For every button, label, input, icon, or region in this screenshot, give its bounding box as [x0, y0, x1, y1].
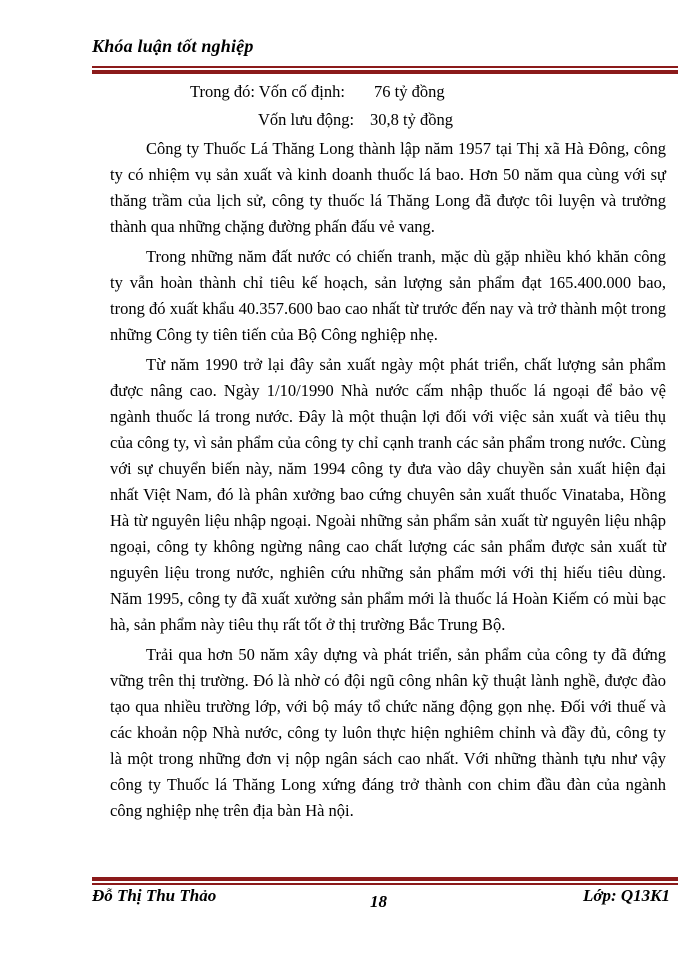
- working-capital-value: 30,8 tỷ đồng: [370, 110, 453, 129]
- paragraph-company-history: Công ty Thuốc Lá Thăng Long thành lập năm 1957 tại Thị xã Hà Đông, công ty có nhiệm vụ sản xuất và kinh doanh thuốc lá bao. Hơn 50 năm qua cùng với sự thăng trầm của lịch sử, công ty thuốc lá Thăng Long đã được tôi luyện và trưởng thành qua những chặng đường phấn đấu vẻ vang.: [110, 139, 666, 236]
- header-rule-thin: [92, 66, 678, 68]
- header-rule-thick: [92, 70, 678, 74]
- paragraph-achievements: Trải qua hơn 50 năm xây dựng và phát triển, sản phẩm của công ty đã đứng vững trên thị trường. Đó là nhờ có đội ngũ công nhân kỹ thuật lành nghề, được đào tạo qua nhiều trường lớp, với bộ máy tổ chức năng động gọn nhẹ. Đối với thuế và các khoản nộp Nhà nước, công ty luôn thực hiện nghiêm chỉnh và đầy đủ, công ty là một trong những đơn vị nộp ngân sách cao nhất. Với những thành tựu như vậy công ty Thuốc lá Thăng Long xứng đáng trở thành con chim đầu đàn của ngành công nghiệp nhẹ trên địa bàn Hà nội.: [110, 645, 666, 820]
- footer-rule-thin: [92, 883, 678, 885]
- footer-rule-thick: [92, 877, 678, 881]
- document-header-title: Khóa luận tốt nghiệp: [92, 36, 254, 56]
- footer-author: Đỗ Thị Thu Thảo: [92, 886, 217, 905]
- working-capital-label: Vốn lưu động:: [258, 110, 355, 129]
- paragraph-development-since-1990: Từ năm 1990 trở lại đây sản xuất ngày một phát triển, chất lượng sản phẩm được nâng cao. Ngày 1/10/1990 Nhà nước cấm nhập thuốc lá ngoại để bảo vệ ngành thuốc lá trong nước. Đây là một thuận lợi đối với việc sản xuất và tiêu thụ của công ty, vì sản phẩm của công ty chỉ cạnh tranh các sản phẩm trong nước. Cùng với sự chuyển biến này, năm 1994 công ty đưa vào dây chuyền sản xuất hiện đại nhất Việt Nam, đó là phân xưởng bao cứng chuyên sản xuất thuốc Vinataba, Hồng Hà từ nguyên liệu nhập ngoại. Ngoài những sản phẩm sản xuất từ nguyên liệu nhập ngoại, công ty không ngừng nâng cao chất lượng các sản phẩm được sản xuất từ nguyên liệu trong nước, nghiên cứu những sản phẩm mới với thị hiếu tiêu dùng. Năm 1995, công ty đã xuất xưởng sản phẩm mới là thuốc lá Hoàn Kiếm có mùi bạc hà, sản phẩm này tiêu thụ rất tốt ở thị trường Bắc Trung Bộ.: [110, 355, 666, 634]
- paragraph-wartime-output: Trong những năm đất nước có chiến tranh, mặc dù gặp nhiều khó khăn công ty vẫn hoàn thành chỉ tiêu kế hoạch, sản lượng sản phẩm đạt 165.400.000 bao, trong đó xuất khẩu 40.357.600 bao cao nhất từ trước đến nay và trở thành một trong những Công ty tiên tiến của Bộ Công nghiệp nhẹ.: [110, 247, 666, 344]
- page-number: 18: [370, 892, 387, 911]
- fixed-capital-label: Trong đó: Vốn cố định:: [190, 82, 345, 101]
- footer-class-label: Lớp: Q13K1: [582, 886, 670, 905]
- fixed-capital-value: 76 tỷ đồng: [374, 82, 445, 101]
- body-text: [110, 136, 666, 828]
